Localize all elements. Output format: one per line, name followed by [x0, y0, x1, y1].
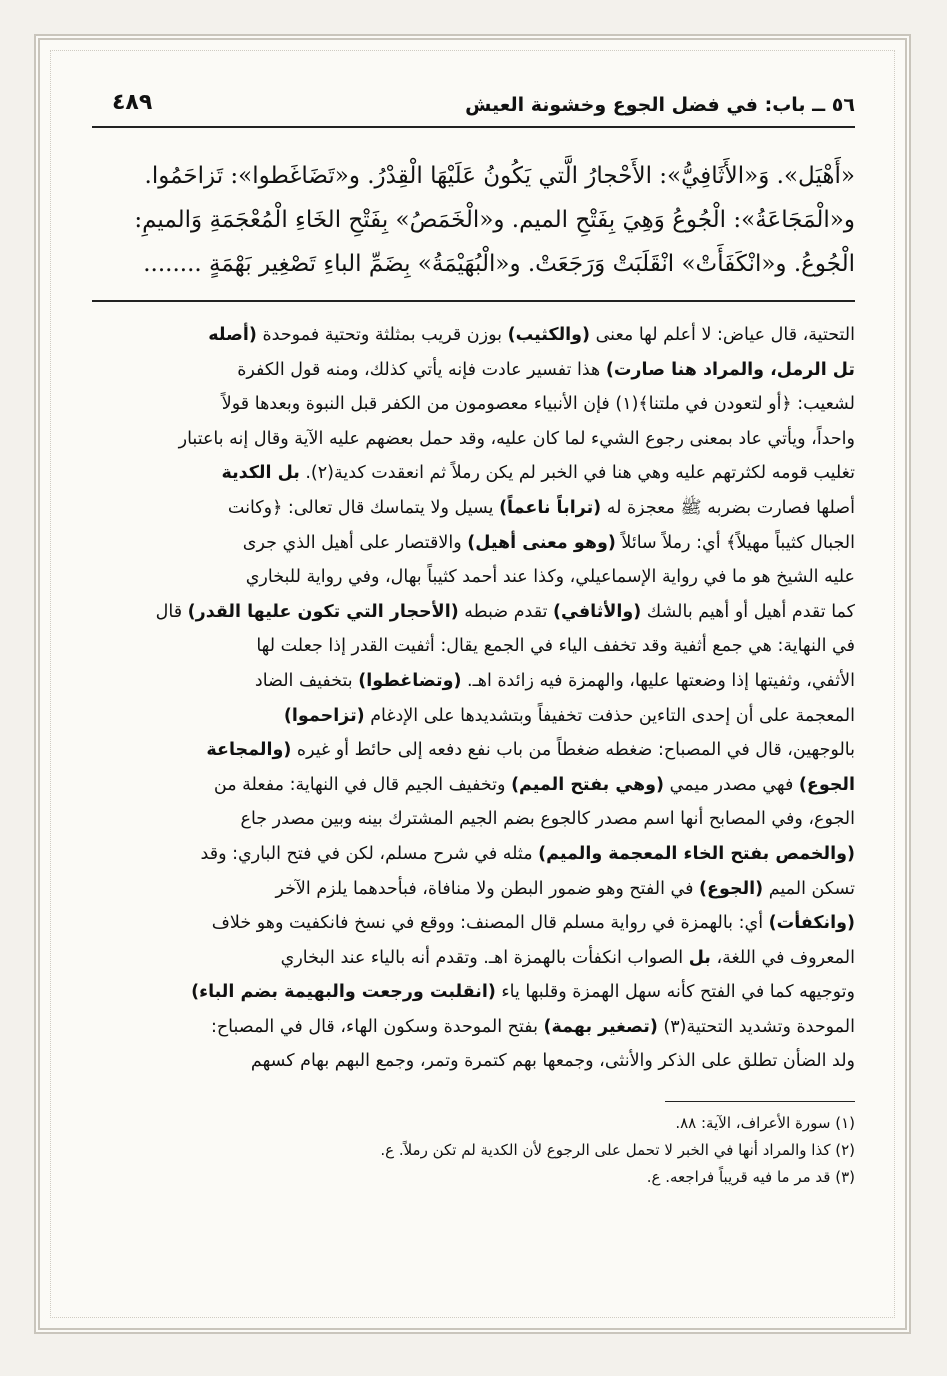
quoted-term: بل: [688, 947, 711, 968]
quoted-term: تل الرمل، والمراد هنا صارت): [605, 359, 855, 380]
quoted-term: (وهي بفتح الميم): [511, 774, 665, 795]
commentary-line: [92, 526, 855, 561]
commentary-line: [92, 422, 855, 457]
commentary-segment: التحتية، قال عياض: لا أعلم لها معنى: [590, 325, 855, 345]
hadith-line: «أَهْيَل». وَ«الأَثَافِيُّ»: الأَحْجارُ الَّتي يَكُونُ عَلَيْهَا الْقِدْرُ. و«تَضَاغَطوا»: تَزاحَمُوا.: [144, 163, 855, 189]
quoted-term: (تصغير بهمة): [543, 1016, 658, 1037]
commentary-segment: في الفتح وهو ضمور البطن ولا منافاة، فبأحدهما يلزم الآخر: [275, 878, 700, 899]
commentary-segment: المعروف في اللغة،: [710, 947, 855, 968]
commentary-segment: أصلها فصارت بضربه ﷺ معجزة له: [601, 497, 855, 518]
commentary-segment: ولد الضأن تطلق على الذكر والأنثى، وجمعها بهم كتمرة وتمر، وجمع البهم بهام كسهم: [250, 1051, 855, 1072]
commentary-line: [92, 941, 855, 976]
footnote: (٢) كذا والمراد أنها في الخبر لا تحمل على الرجوع لأن الكدية لم تكن رملاً. ع.: [380, 1141, 855, 1160]
commentary-segment: الصواب انكفأت بالهمزة اهـ. وتقدم أنه بالياء عند البخاري: [280, 947, 689, 968]
footnotes: [92, 1110, 855, 1191]
commentary-line: [92, 353, 855, 388]
quoted-term: (وتضاغطوا): [358, 670, 462, 691]
footnote-divider: [665, 1101, 855, 1102]
commentary-line: [92, 491, 855, 526]
commentary-line: [92, 387, 855, 422]
commentary-segment: الأثفي، وثفيتها إذا وضعتها عليها، والهمزة فيه زائدة اهـ.: [461, 670, 855, 691]
quoted-term: (أصله: [208, 325, 257, 345]
hadith-line: و«الْمَجَاعَةُ»: الْجُوعُ وَهِيَ بِفَتْحِ الميم. و«الْخَمَصُ» بِفَتْحِ الخَاءِ الْمُعْجَمَةِ وَالميمِ:: [134, 207, 855, 233]
commentary-segment: هذا تفسير عادت فإنه يأتي كذلك، ومنه قول الكفرة: [237, 359, 606, 380]
commentary-line: [92, 906, 855, 941]
commentary-segment: لشعيب: ﴿أو لتعودن في ملتنا﴾(١) فإن الأنبياء معصومون من الكفر قبل النبوة وبعدها قولاً: [221, 394, 855, 415]
commentary-line: [92, 595, 855, 630]
commentary-segment: بوزن قريب بمثلثة وتحتية فموحدة: [256, 325, 508, 345]
commentary-line: [92, 560, 855, 595]
commentary-line: [92, 664, 855, 699]
quoted-term: (تزاحموا): [283, 705, 365, 726]
commentary-segment: أي: بالهمزة في رواية مسلم قال المصنف: ووقع في نسخ فانكفيت وهو خلاف: [211, 913, 769, 934]
commentary-segment: تغليب قومه لكثرتهم عليه وهي هنا في الخبر لم يكن رملاً ثم انعقدت كدية(٢).: [299, 463, 855, 484]
commentary-segment: يسيل ولا يتماسك قال تعالى: ﴿وكانت: [227, 497, 500, 518]
commentary-segment: قال: [155, 601, 188, 622]
quoted-term: (وهو معنى أهيل): [467, 532, 616, 553]
commentary-segment: في النهاية: هي جمع أثفية وقد تخفف الياء في الجمع يقال: أثفيت القدر إذا جعلت لها: [256, 636, 855, 657]
quoted-term: بل الكدية: [221, 463, 300, 484]
footnote: (١) سورة الأعراف، الآية: ٨٨.: [675, 1114, 855, 1133]
running-header: [92, 86, 855, 128]
commentary-segment: والاقتصار على أهيل الذي جرى: [242, 532, 468, 553]
commentary-line: [92, 1010, 855, 1045]
commentary-segment: تسكن الميم: [763, 878, 855, 899]
book-page: [92, 86, 855, 1316]
hadith-line: الْجُوعُ. و«انْكَفَأَتْ» انْقَلَبَتْ وَرَجَعَتْ. و«الْبُهَيْمَةُ» بِضَمِّ الباءِ تَصْغِير بَهْمَةٍ ........: [143, 251, 855, 277]
hadith-text: [92, 154, 855, 286]
commentary-line: [92, 837, 855, 872]
quoted-term: (وانكفأت): [768, 913, 855, 934]
quoted-term: (انقلبت ورجعت والبهيمة بضم الباء): [191, 982, 496, 1003]
commentary-line: [92, 699, 855, 734]
commentary-segment: بفتح الموحدة وسكون الهاء، قال في المصباح:: [210, 1016, 544, 1037]
commentary-line: [92, 629, 855, 664]
commentary-segment: الجبال كثيباً مهيلاً﴾ أي: رملاً سائلاً: [615, 532, 855, 553]
commentary-line: [92, 872, 855, 907]
commentary-text: [92, 318, 855, 1079]
commentary-segment: الموحدة وتشديد التحتية(٣): [657, 1016, 855, 1037]
commentary-segment: عليه الشيخ هو ما في رواية الإسماعيلي، وكذا عند أحمد كثيباً بهال، وفي رواية للبخاري: [245, 567, 855, 588]
commentary-line: [92, 733, 855, 768]
commentary-segment: مثله في شرح مسلم، لكن في فتح الباري: وقد: [200, 843, 539, 864]
commentary-segment: واحداً، ويأتي عاد بمعنى رجوع الشيء لما كان عليه، وقد حمل بعضهم عليه الآية وقال إنه باعتبار: [178, 428, 855, 449]
commentary-segment: فهي مصدر ميمي: [664, 774, 799, 795]
commentary-segment: بتخفيف الضاد: [254, 670, 359, 691]
quoted-term: الجوع): [798, 774, 855, 795]
commentary-line: [92, 456, 855, 491]
footnote: (٣) قد مر ما فيه قريباً فراجعه. ع.: [646, 1168, 855, 1187]
commentary-line: [92, 768, 855, 803]
commentary-segment: وتوجيهه كما في الفتح كأنه سهل الهمزة وقلبها ياء: [495, 982, 855, 1003]
chapter-title: ٥٦ ــ باب: في فضل الجوع وخشونة العيش: [465, 94, 855, 116]
commentary-line: [92, 318, 855, 353]
commentary-line: [92, 975, 855, 1010]
commentary-segment: وتخفيف الجيم قال في النهاية: مفعلة من: [213, 774, 512, 795]
commentary-segment: المعجمة على أن إحدى التاءين حذفت تخفيفاً وبتشديدها على الإدغام: [364, 705, 855, 726]
quoted-term: (الجوع): [699, 878, 764, 899]
quoted-term: (والمجاعة: [206, 740, 292, 761]
page-number: ٤٨٩: [112, 90, 153, 115]
quoted-term: (الأحجار التي تكون عليها القدر): [187, 601, 459, 622]
commentary-line: [92, 802, 855, 837]
commentary-segment: الجوع، وفي المصابح أنها اسم مصدر كالجوع بضم الجيم المشترك بينه وبين مصدر جاع: [240, 809, 855, 830]
quoted-term: (تراباً ناعماً): [499, 497, 602, 518]
commentary-segment: تقدم ضبطه: [458, 601, 554, 622]
quoted-term: (والأثافي): [553, 601, 642, 622]
commentary-line: [92, 1044, 855, 1079]
section-divider: [92, 300, 855, 302]
quoted-term: (والكثيب): [507, 325, 591, 345]
commentary-segment: كما تقدم أهيل أو أهيم بالشك: [641, 601, 855, 622]
quoted-term: (والخمص بفتح الخاء المعجمة والميم): [538, 843, 855, 864]
commentary-segment: بالوجهين، قال في المصباح: ضغطه ضغطاً من باب نفع دفعه إلى حائط أو غيره: [291, 740, 855, 761]
